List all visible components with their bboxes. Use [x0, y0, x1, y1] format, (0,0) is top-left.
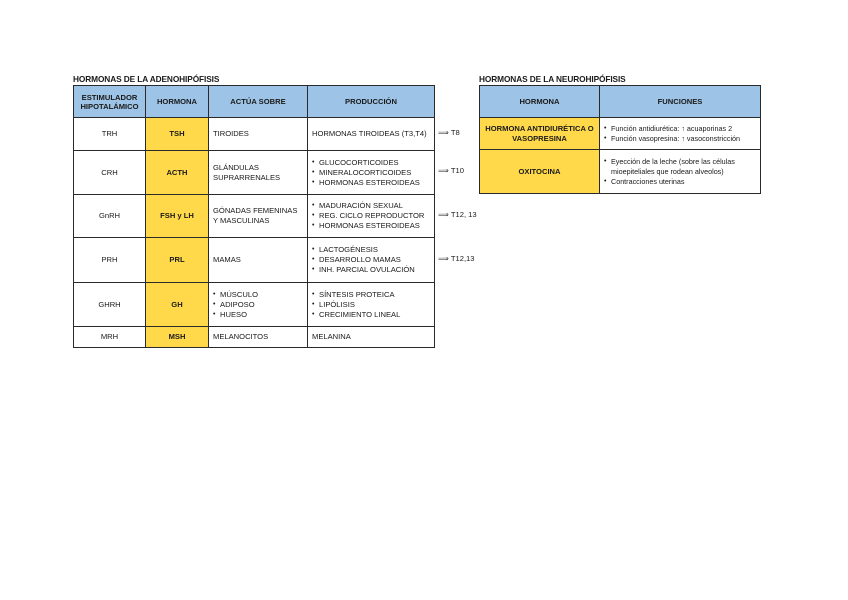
- list-item: • DESARROLLO MAMAS: [312, 255, 430, 265]
- table-row: [74, 151, 435, 195]
- table-row: [74, 238, 435, 283]
- cell-line: GÓNADAS FEMENINAS: [213, 206, 298, 215]
- list-item: • MADURACIÓN SEXUAL: [312, 201, 430, 211]
- table-row: [74, 283, 435, 327]
- cell-line: HORMONAS TIROIDEAS (T3,T4): [312, 129, 427, 138]
- list-item: • Función antidiurética: ↑ acuaporinas 2: [604, 124, 756, 134]
- list-item: • ADIPOSO: [213, 300, 303, 310]
- table-row: [74, 327, 435, 348]
- table-row: [74, 195, 435, 238]
- acts-on-cell: [209, 118, 308, 151]
- list-item: • Eyección de la leche (sobre las células mioepiteliales que rodean alveolos): [604, 157, 756, 177]
- table-row: [480, 150, 761, 194]
- list-item: • MÚSCULO: [213, 290, 303, 300]
- header-production: PRODUCCIÓN: [308, 86, 435, 118]
- adeno-table: [73, 85, 435, 348]
- cell-line: MAMAS: [213, 255, 241, 264]
- production-cell: [308, 118, 435, 151]
- neuro-header-hormone: HORMONA: [480, 86, 600, 118]
- list-item: • SÍNTESIS PROTEICA: [312, 290, 430, 300]
- production-cell: [308, 283, 435, 327]
- topic-reference: ⟹ T8: [438, 127, 460, 137]
- functions-cell: [600, 150, 761, 194]
- topic-reference: ⟹ T12, 13: [438, 209, 477, 219]
- hormone-cell: GH: [146, 283, 209, 327]
- cell-line: TIROIDES: [213, 129, 249, 138]
- topic-reference: ⟹ T10: [438, 166, 464, 175]
- list-item: • Contracciones uterinas: [604, 177, 756, 187]
- functions-cell: [600, 118, 761, 150]
- cell-line: SUPRARRENALES: [213, 172, 281, 182]
- production-cell: [308, 238, 435, 283]
- topic-reference: ⟹ T12,13: [438, 253, 475, 263]
- adeno-title: HORMONAS DE LA ADENOHIPÓFISIS: [73, 74, 220, 84]
- cell-line: MELANINA: [312, 332, 351, 341]
- production-cell: [308, 151, 435, 195]
- list-item: • CRECIMIENTO LINEAL: [312, 310, 430, 320]
- stimulator-cell: TRH: [74, 118, 146, 151]
- header-stimulator: ESTIMULADOR HIPOTALÁMICO: [74, 86, 146, 118]
- hormone-cell: PRL: [146, 238, 209, 283]
- hormone-cell: FSH y LH: [146, 195, 209, 238]
- header-acts-on: ACTÚA SOBRE: [209, 86, 308, 118]
- table-row: [480, 118, 761, 150]
- list-item: • GLUCOCORTICOIDES: [312, 158, 430, 168]
- cell-line: MELANOCITOS: [213, 332, 269, 341]
- list-item: • HUESO: [213, 310, 303, 320]
- acts-on-cell: [209, 195, 308, 238]
- neuro-hormone-cell: OXITOCINA: [480, 150, 600, 194]
- list-item: • HORMONAS ESTEROIDEAS: [312, 221, 430, 231]
- list-item: • HORMONAS ESTEROIDEAS: [312, 178, 430, 188]
- acts-on-cell: [209, 283, 308, 327]
- hormone-cell: TSH: [146, 118, 209, 151]
- neuro-table: [479, 85, 761, 194]
- stimulator-cell: GHRH: [74, 283, 146, 327]
- cell-line: Y MASCULINAS: [213, 216, 270, 225]
- table-row: [74, 118, 435, 151]
- hormone-cell: MSH: [146, 327, 209, 348]
- neuro-hormone-cell: HORMONA ANTIDIURÉTICA O VASOPRESINA: [480, 118, 600, 150]
- acts-on-cell: [209, 238, 308, 283]
- list-item: • REG. CICLO REPRODUCTOR: [312, 211, 430, 221]
- list-item: • LACTOGÉNESIS: [312, 245, 430, 255]
- production-cell: [308, 195, 435, 238]
- cell-line: GLÁNDULAS: [213, 162, 260, 172]
- acts-on-cell: [209, 151, 308, 195]
- neuro-title: HORMONAS DE LA NEUROHIPÓFISIS: [479, 74, 626, 84]
- stimulator-cell: PRH: [74, 238, 146, 283]
- list-item: • MINERALOCORTICOIDES: [312, 168, 430, 178]
- list-item: • INH. PARCIAL OVULACIÓN: [312, 265, 430, 275]
- hormone-cell: ACTH: [146, 151, 209, 195]
- stimulator-cell: CRH: [74, 151, 146, 195]
- list-item: • Función vasopresina: ↑ vasoconstricción: [604, 134, 756, 144]
- production-cell: [308, 327, 435, 348]
- acts-on-cell: [209, 327, 308, 348]
- stimulator-cell: MRH: [74, 327, 146, 348]
- list-item: • LIPÓLISIS: [312, 300, 430, 310]
- neuro-header-functions: FUNCIONES: [600, 86, 761, 118]
- header-hormone: HORMONA: [146, 86, 209, 118]
- stimulator-cell: GnRH: [74, 195, 146, 238]
